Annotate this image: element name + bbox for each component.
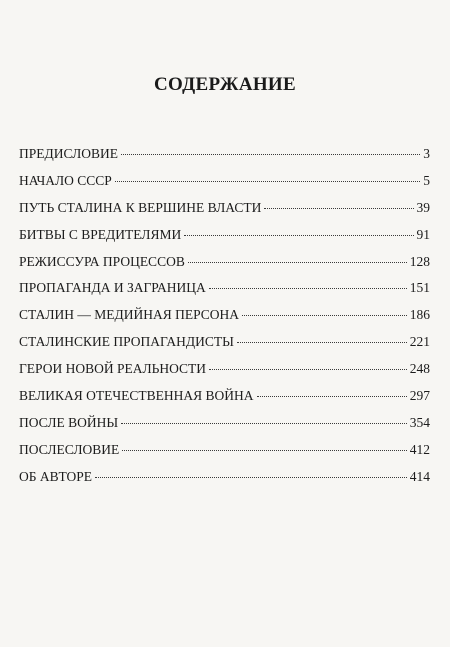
toc-entry — [19, 333, 430, 360]
toc-entry — [19, 199, 430, 226]
table-of-contents — [19, 145, 430, 495]
toc-entry-page: 128 — [409, 253, 430, 269]
toc-dot-leader — [209, 288, 407, 289]
toc-entry-label: СТАЛИНСКИЕ ПРОПАГАНДИСТЫ — [19, 334, 234, 350]
toc-entry-label: ГЕРОИ НОВОЙ РЕАЛЬНОСТИ — [19, 361, 207, 377]
toc-dot-leader — [121, 154, 420, 155]
toc-entry-page: 221 — [409, 334, 430, 350]
toc-entry — [19, 279, 430, 306]
toc-dot-leader — [257, 396, 407, 397]
toc-dot-leader — [95, 477, 407, 478]
toc-entry-label: ПОСЛЕСЛОВИЕ — [19, 441, 120, 457]
toc-dot-leader — [264, 208, 413, 209]
toc-entry-page: 39 — [416, 199, 430, 215]
toc-entry-page: 297 — [409, 388, 430, 404]
toc-entry-label: ВЕЛИКАЯ ОТЕЧЕСТВЕННАЯ ВОЙНА — [19, 388, 254, 404]
toc-entry-label: СТАЛИН — МЕДИЙНАЯ ПЕРСОНА — [19, 307, 239, 323]
toc-dot-leader — [121, 423, 407, 424]
toc-entry — [19, 360, 430, 387]
toc-dot-leader — [184, 235, 413, 236]
toc-entry — [19, 145, 430, 172]
toc-entry-label: ПУТЬ СТАЛИНА К ВЕРШИНЕ ВЛАСТИ — [19, 199, 262, 215]
toc-entry-page: 248 — [409, 361, 430, 377]
toc-entry — [19, 226, 430, 253]
toc-entry-label: ОБ АВТОРЕ — [19, 468, 93, 484]
toc-entry-page: 91 — [416, 226, 430, 242]
toc-dot-leader — [188, 262, 407, 263]
toc-entry-label: БИТВЫ С ВРЕДИТЕЛЯМИ — [19, 226, 182, 242]
toc-entry — [19, 172, 430, 199]
toc-dot-leader — [209, 369, 407, 370]
toc-entry-page: 354 — [409, 414, 430, 430]
toc-entry — [19, 414, 430, 441]
toc-entry — [19, 306, 430, 333]
toc-entry-label: ПОСЛЕ ВОЙНЫ — [19, 414, 119, 430]
toc-dot-leader — [122, 450, 406, 451]
toc-entry-label: ПРОПАГАНДА И ЗАГРАНИЦА — [19, 280, 206, 296]
toc-entry — [19, 253, 430, 280]
toc-dot-leader — [237, 342, 407, 343]
toc-entry-label: НАЧАЛО СССР — [19, 172, 112, 188]
toc-entry-page: 412 — [409, 441, 430, 457]
toc-entry-page: 151 — [409, 280, 430, 296]
toc-entry-label: РЕЖИССУРА ПРОЦЕССОВ — [19, 253, 185, 269]
toc-entry-page: 186 — [409, 307, 430, 323]
toc-entry-page: 3 — [423, 146, 430, 161]
toc-entry — [19, 468, 430, 495]
toc-entry — [19, 387, 430, 414]
toc-entry-label: ПРЕДИСЛОВИЕ — [19, 146, 119, 161]
page-title: СОДЕРЖАНИЕ — [154, 74, 296, 95]
toc-entry-page: 414 — [409, 468, 430, 484]
toc-entry-page: 5 — [423, 172, 430, 188]
toc-dot-leader — [242, 315, 407, 316]
toc-dot-leader — [115, 181, 420, 182]
toc-entry — [19, 441, 430, 468]
